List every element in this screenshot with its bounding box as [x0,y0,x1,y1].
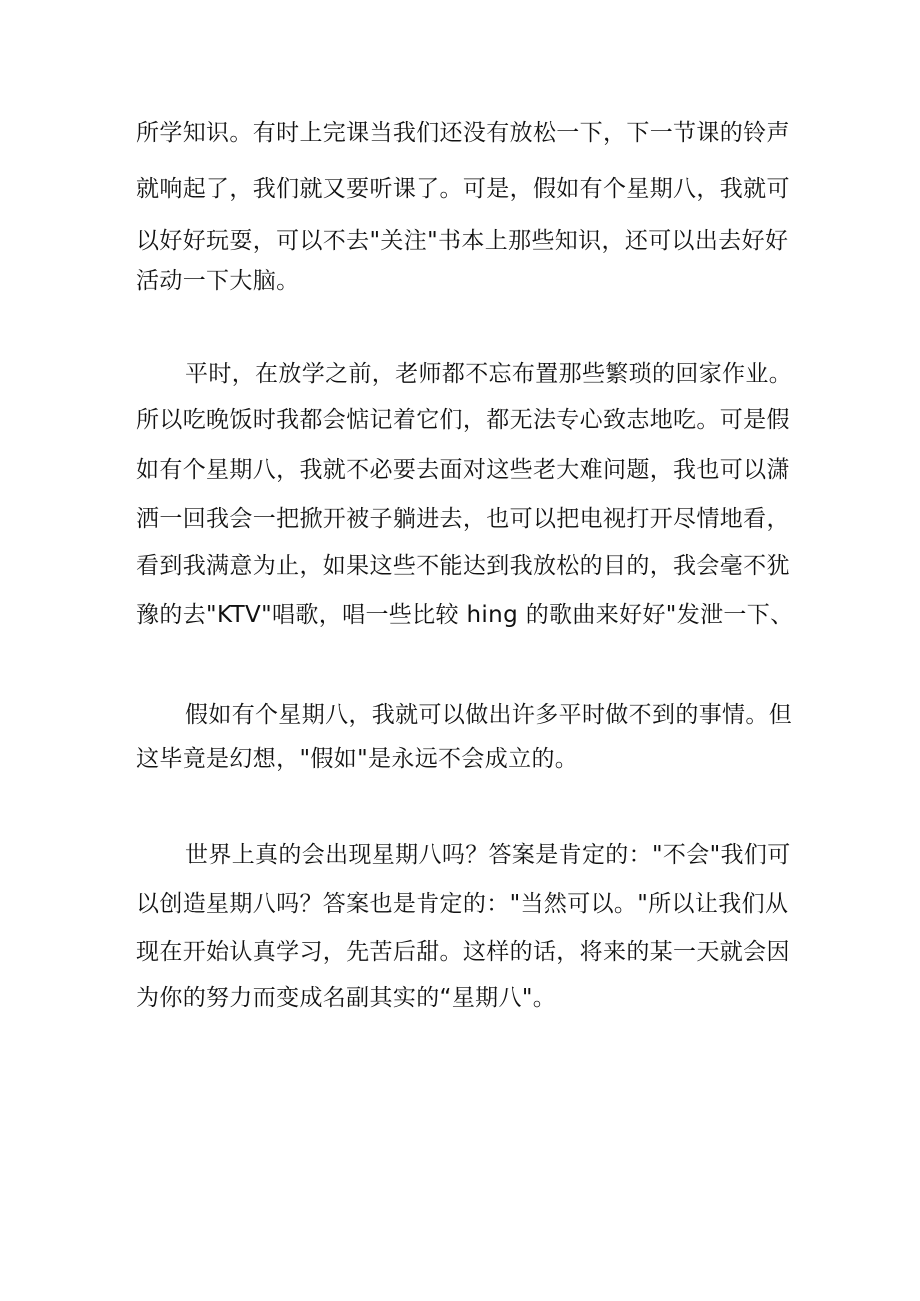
paragraph-line: 这毕竟是幻想，"假如"是永远不会成立的。 [136,746,579,772]
paragraph-line: 就响起了，我们就又要听课了。可是，假如有个星期八，我就可 [136,176,790,202]
paragraph-line: 所以吃晚饭时我都会惦记着它们，都无法专心致志地吃。可是假 [136,407,790,433]
paragraph-line: 现在开始认真学习，先苦后甜。这样的话，将来的某一天就会因 [136,939,790,965]
paragraph-line: 以好好玩耍，可以不去"关注"书本上那些知识，还可以出去好好 [136,228,789,254]
paragraph-line: 假如有个星期八，我就可以做出许多平时做不到的事情。但 [185,702,793,728]
paragraph-line: 世界上真的会出现星期八吗？答案是肯定的："不会"我们可 [185,842,791,868]
paragraph-line: 所学知识。有时上完课当我们还没有放松一下，下一节课的铃声 [136,120,790,146]
paragraph-line: 活动一下大脑。 [136,268,300,294]
paragraph-line: 平时，在放学之前，老师都不忘布置那些繁琐的回家作业。 [185,361,793,387]
paragraph-line: 豫的去"KTV"唱歌，唱一些比较 hing 的歌曲来好好"发泄一下、 [136,602,794,628]
paragraph-line: 以创造星期八吗？答案也是肯定的："当然可以。"所以让我们从 [136,891,789,917]
paragraph-line: 看到我满意为止，如果这些不能达到我放松的目的，我会毫不犹 [136,553,790,579]
paragraph-line: 洒一回我会一把掀开被子躺进去，也可以把电视打开尽情地看， [136,506,790,532]
paragraph-line: 如有个星期八，我就不必要去面对这些老大难问题，我也可以潇 [136,457,790,483]
paragraph-line: 为你的努力而变成名副其实的“星期八"。 [136,985,557,1011]
